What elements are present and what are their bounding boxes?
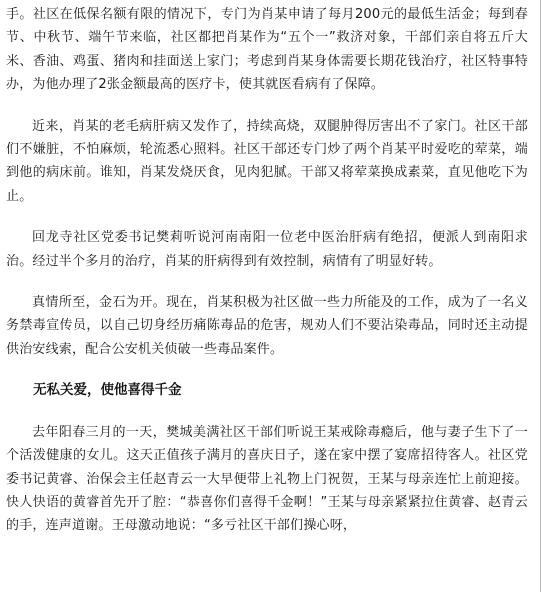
section-heading: 无私关爱，使他喜得千金 (33, 382, 182, 399)
paragraph-3: 回龙寺社区党委书记樊莉听说河南南阳一位老中医治肝病有绝招，便派人到南阳求治。经过半个多月的治疗，肖某的肝病得到有效控制，病情有了明显好转。 (6, 230, 528, 269)
paragraph-4: 真情所至，金石为开。现在，肖某积极为社区做一些力所能及的工作，成为了一名义务禁毒宣传员，以自己切身经历痛陈毒品的危害，规劝人们不要沾染毒品，同时还主动提供治安线索，配合公安机关侦破一些毒品案件。 (6, 295, 528, 357)
paragraph-gap (6, 273, 528, 291)
paragraph-gap (6, 361, 528, 379)
paragraph-1: 手。社区在低保名额有限的情况下，专门为肖某申请了每月200元的最低生活金；每到春节、中秋节、端午节来临，社区都把肖某作为“五个一”救济对象，干部们亲自将五斤大米、香油、鸡蛋、猪肉和挂面送上家门；考虑到肖某身体需要长期花钱治疗，社区特事特办，为他办理了2张金额最高的医疗卡，使其就医看病有了保障。 (6, 7, 528, 93)
paragraph-5: 去年阳春三月的一天，樊城美满社区干部们听说王某戒除毒瘾后，他与妻子生下了一个活泼健康的女儿。这天正值孩子满月的喜庆日子，遂在家中摆了宴席招待客人。社区党委书记黄睿、治保会主任赵青云一大早便带上礼物上门祝贺，王某与母亲连忙上前迎接。快人快语的黄睿首先开了腔：“恭喜你们喜得千金啊！”王某与母亲紧紧拉住黄睿、赵青云的手，连声道谢。王母激动地说：“多亏社区干部们操心呀， (6, 424, 528, 534)
paragraph-gap (6, 208, 528, 226)
paragraph-gap (6, 97, 528, 115)
paragraph-gap (6, 403, 528, 421)
paragraph-2: 近来，肖某的老毛病肝病又发作了，持续高烧，双腿肿得厉害出不了家门。社区干部们不嫌脏，不怕麻烦，轮流悉心照料。社区干部还专门炒了两个肖某平时爱吃的荤菜，端到他的病床前。谁知，肖某发烧厌食，见肉犯腻。干部又将荤菜换成素菜，直见他吃下为止。 (6, 118, 528, 204)
